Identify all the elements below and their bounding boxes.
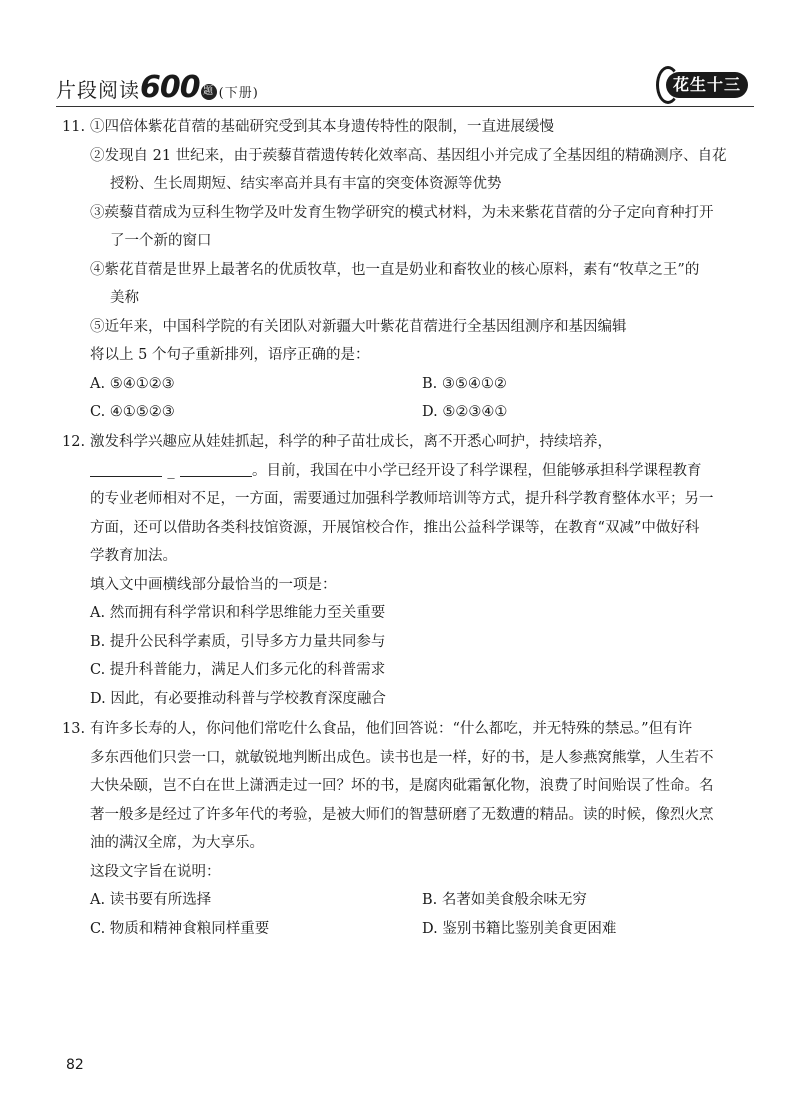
question-12 (62, 428, 762, 713)
option-d[interactable]: D. ⑤②③④① (422, 404, 508, 420)
book-title-badge: 题 (201, 84, 217, 100)
book-volume: (下册) (218, 86, 259, 101)
blank-separator: _ (167, 462, 175, 479)
sentence-2-cont: 授粉、生长周期短、结实率高并具有丰富的突变体资源等优势 (110, 176, 502, 192)
passage-line-3: 大快朵颐，岂不白在世上潇洒走过一回？坏的书，是腐肉砒霜氰化物，浪费了时间贻误了性命。名 (90, 778, 714, 794)
passage-line-1: 有许多长寿的人，你问他们常吃什么食品，他们回答说：“什么都吃，并无特殊的禁忌。”但有许 (90, 721, 693, 737)
passage-line-2: 。目前，我国在中小学已经开设了科学课程，但能够承担科学课程教育 (252, 462, 702, 479)
option-c[interactable]: C. 提升科普能力，满足人们多元化的科普需求 (90, 662, 386, 678)
option-d[interactable]: D. 鉴别书籍比鉴别美食更困难 (422, 920, 617, 937)
book-title (56, 70, 259, 105)
question-number: 11. (62, 119, 86, 135)
passage-line-2: 多东西他们只尝一口，就敏锐地判断出成色。读书也是一样，好的书，是人参燕窝熊掌，人生若不 (90, 749, 714, 766)
answer-blank-2[interactable] (180, 461, 252, 477)
option-b[interactable]: B. 名著如美食般余味无穷 (422, 892, 587, 908)
passage-line-4: 方面，还可以借助各类科技馆资源，开展馆校合作，推出公益科学课等，在教育“双减”中做好科 (90, 519, 700, 536)
question-prompt: 这段文字旨在说明： (90, 863, 221, 880)
book-title-text: 片段阅读 (56, 78, 140, 102)
sentence-4: ④紫花苜蓿是世界上最著名的优质牧草，也一直是奶业和畜牧业的核心原料，素有“牧草之王”的 (90, 261, 700, 278)
answer-blank-1[interactable] (90, 461, 162, 477)
option-c[interactable]: C. ④①⑤②③ (90, 404, 175, 420)
question-number: 13. (62, 721, 86, 737)
option-d[interactable]: D. 因此，有必要推动科普与学校教育深度融合 (90, 690, 386, 707)
question-11 (62, 113, 762, 427)
sentence-3: ③蒺藜苜蓿成为豆科生物学及叶发育生物学研究的模式材料，为未来紫花苜蓿的分子定向育种打开 (90, 204, 714, 221)
option-b[interactable]: B. 提升公民科学素质，引导多方力量共同参与 (90, 633, 386, 650)
sentence-2: ②发现自 21 世纪来，由于蒺藜苜蓿遗传转化效率高、基因组小并完成了全基因组的精确测序、自花 (90, 147, 727, 164)
sentence-1: ①四倍体紫花苜蓿的基础研究受到其本身遗传特性的限制，一直进展缓慢 (90, 119, 554, 135)
option-b[interactable]: B. ③⑤④①② (422, 375, 507, 392)
publisher-logo (656, 66, 752, 106)
book-title-number: 600 (140, 70, 200, 105)
sentence-3-cont: 了一个新的窗口 (110, 233, 212, 249)
page-number: 82 (66, 1057, 84, 1073)
page-header (56, 60, 756, 108)
header-divider (56, 106, 754, 107)
passage-line-5: 学教育加法。 (90, 548, 177, 564)
option-a[interactable]: A. 读书要有所选择 (90, 892, 212, 908)
option-a[interactable]: A. ⑤④①②③ (90, 375, 175, 392)
logo-text: 花生十三 (666, 72, 748, 98)
option-a[interactable]: A. 然而拥有科学常识和科学思维能力至关重要 (90, 605, 386, 621)
question-prompt: 填入文中画横线部分最恰当的一项是： (90, 576, 337, 593)
option-c[interactable]: C. 物质和精神食粮同样重要 (90, 920, 270, 937)
passage-line-5: 油的满汉全席，为大享乐。 (90, 835, 264, 851)
question-number: 12. (62, 434, 86, 450)
sentence-5: ⑤近年来，中国科学院的有关团队对新疆大叶紫花苜蓿进行全基因组测序和基因编辑 (90, 318, 627, 335)
sentence-4-cont: 美称 (110, 290, 139, 306)
passage-line-1: 激发科学兴趣应从娃娃抓起，科学的种子苗壮成长，离不开悉心呵护，持续培养， (90, 434, 612, 450)
question-prompt: 将以上 5 个句子重新排列，语序正确的是： (90, 347, 370, 363)
question-13 (62, 715, 762, 943)
passage-line-3: 的专业老师相对不足，一方面，需要通过加强科学教师培训等方式，提升科学教育整体水平；另一 (90, 491, 714, 507)
passage-line-4: 著一般多是经过了许多年代的考验，是被大师们的智慧研磨了无数遭的精品。读的时候，像烈火烹 (90, 806, 714, 823)
